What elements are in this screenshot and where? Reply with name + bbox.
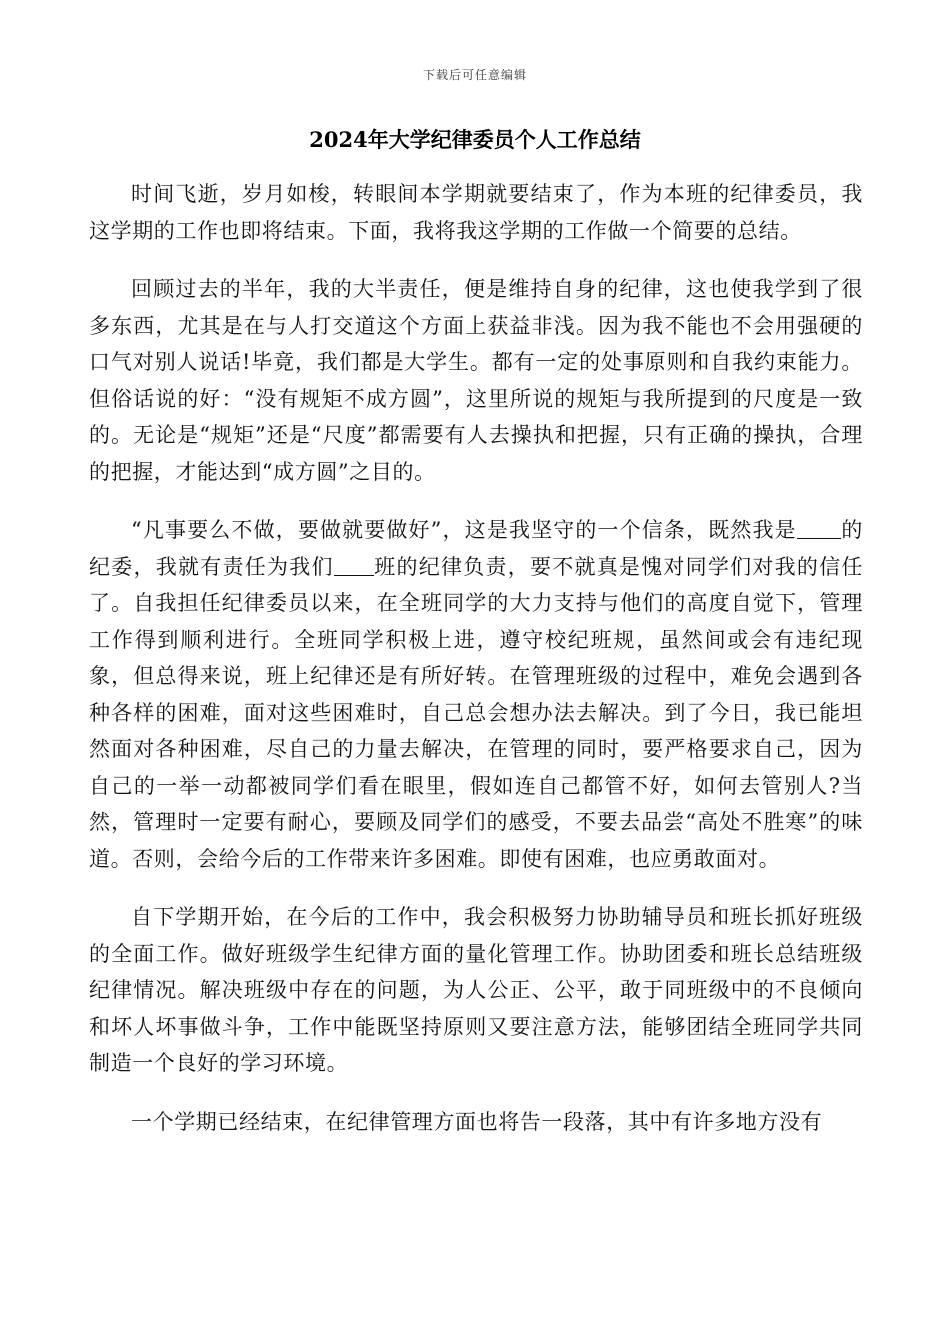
paragraph-review: 回顾过去的半年，我的大半责任，便是维持自身的纪律，这也使我学到了很多东西，尤其是在与人打交道这个方面上获益非浅。因为我不能也不会用强硬的口气对别人说话!毕竟，我们都是大学生。都有一定的处事原则和自我约束能力。但俗话说的好：“没有规矩不成方圆”，这里所说的规矩与我所提到的尺度是一致的。无论是“规矩”还是“尺度”都需要有人去操执和把握，只有正确的操执，合理的把握，才能达到“成方圆”之目的。 <box>89 277 863 484</box>
page-header-note: 下载后可任意编辑 <box>422 68 527 82</box>
paragraph-principle-part-2: 的纪委，我就有责任为我们 <box>89 518 863 579</box>
paragraph-plan: 自下学期开始，在今后的工作中，我会积极努力协助辅导员和班长抓好班级的全面工作。做好班级学生纪律方面的量化管理工作。协助团委和班长总结班级纪律情况。解决班级中存在的问题，为人公正、公平，敢于同班级中的不良倾向和坏人坏事做斗争，工作中能既坚持原则又要注意方法，能够团结全班同学共同制造一个良好的学习环境。 <box>89 905 863 1075</box>
document-body <box>89 176 863 1162</box>
fill-in-blank <box>334 554 374 576</box>
paragraph-principle-part-1: “凡事要么不做，要做就要做好”，这是我坚守的一个信条，既然我是 <box>131 518 797 542</box>
fill-in-blank <box>797 517 841 539</box>
document-title: 2024年大学纪律委员个人工作总结 <box>309 127 641 152</box>
paragraph-principle-part-3: 班的纪律负责，要不就真是愧对同学们对我的信任了。自我担任纪律委员以来，在全班同学的大力支持与他们的高度自觉下，管理工作得到顺利进行。全班同学积极上进，遵守校纪班规，虽然间或会有违纪现象，但总得来说，班上纪律还是有所好转。在管理班级的过程中，难免会遇到各种各样的困难，面对这些困难时，自己总会想办法去解决。到了今日，我已能坦然面对各种困难，尽自己的力量去解决，在管理的同时，要严格要求自己，因为自己的一举一动都被同学们看在眼里，假如连自己都管不好，如何去管别人?当然，管理时一定要有耐心，要顾及同学们的感受，不要去品尝“高处不胜寒”的味道。否则，会给今后的工作带来许多困难。即使有困难，也应勇敢面对。 <box>89 554 863 871</box>
paragraph-closing: 一个学期已经结束，在纪律管理方面也将告一段落，其中有许多地方没有 <box>131 1109 823 1134</box>
paragraph-intro: 时间飞逝，岁月如梭，转眼间本学期就要结束了，作为本班的纪律委员，我这学期的工作也即将结束。下面，我将我这学期的工作做一个简要的总结。 <box>89 182 863 243</box>
paragraph-principle <box>89 512 863 877</box>
